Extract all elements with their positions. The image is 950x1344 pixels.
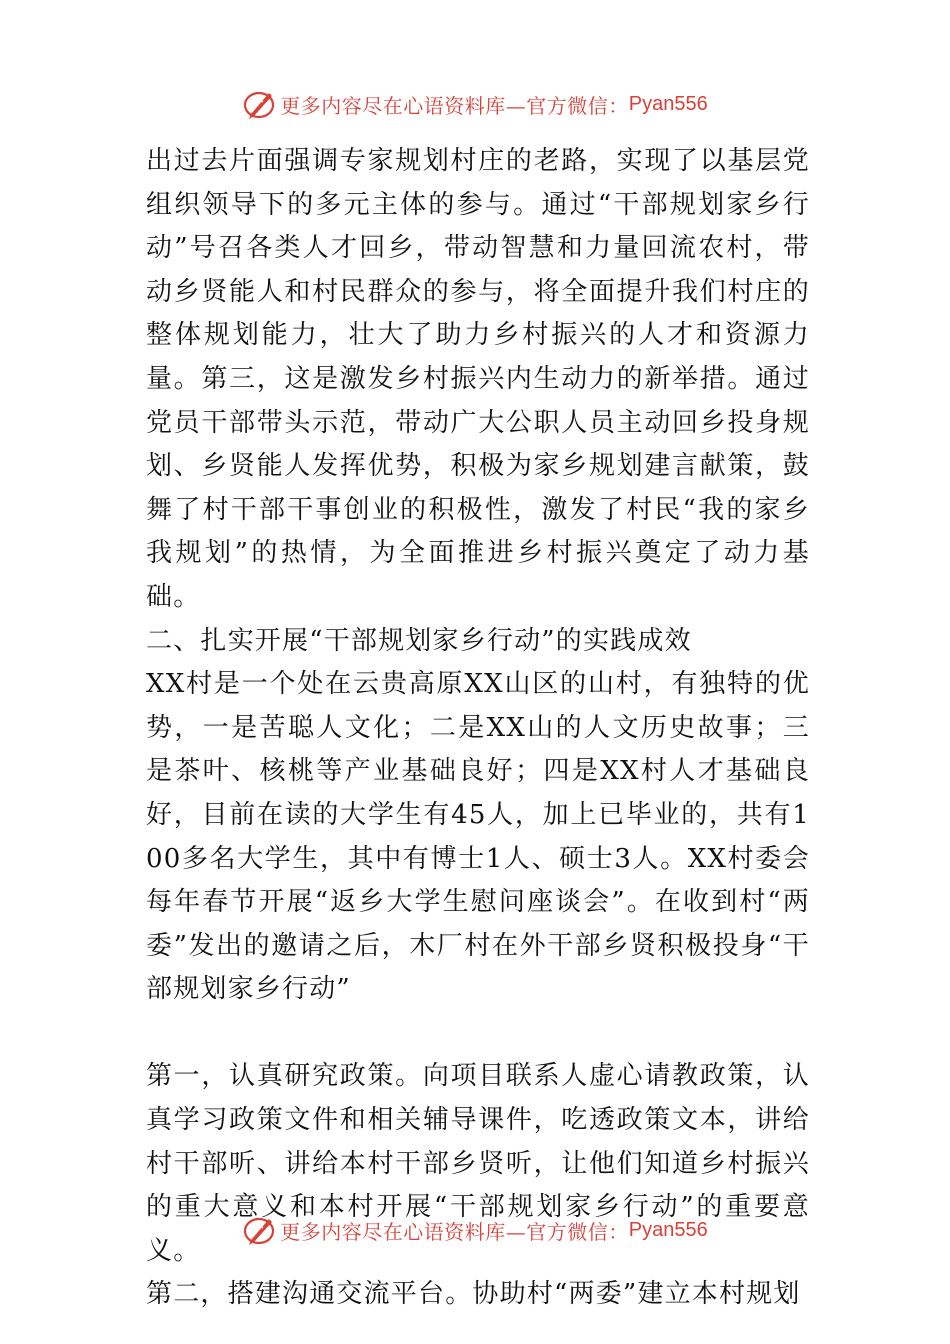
document-body — [146, 140, 810, 1317]
paragraph-village-overview: XX村是一个处在云贵高原XX山区的山村，有独特的优势，一是苦聪人文化；二是XX山的人文历史故事；三是茶叶、核桃等产业基础良好；四是XX村人才基础良好，目前在读的大学生有45人，加上已毕业的，共有100多名大学生，其中有博士1人、硕士3人。XX村委会每年春节开展“返乡大学生慰问座谈会”。在收到村“两委”发出的邀请之后，木厂村在外干部乡贤积极投身“干部规划家乡行动” — [146, 669, 810, 1005]
paragraph-point-two: 第二，搭建沟通交流平台。协助村“两委”建立本村规划 — [146, 1279, 801, 1310]
watermark-text: 更多内容尽在心语资料库—官方微信： — [280, 1219, 629, 1244]
paragraph-point-one: 第一，认真研究政策。向项目联系人虚心请教政策，认真学习政策文件和相关辅导课件，吃透政策文本，讲给村干部听、讲给本村干部乡贤听，让他们知道乡村振兴的重大意义和本村开展“干部规划家乡行动”的重要意义。 — [146, 1061, 810, 1266]
footer-watermark — [0, 1210, 950, 1250]
paragraph-intro-continued: 出过去片面强调专家规划村庄的老路，实现了以基层党组织领导下的多元主体的参与。通过“干部规划家乡行动”号召各类人才回乡，带动智慧和力量回流农村，带动乡贤能人和村民群众的参与，将全面提升我们村庄的整体规划能力，壮大了助力乡村振兴的人才和资源力量。第三，这是激发乡村振兴内生动力的新举措。通过党员干部带头示范，带动广大公职人员主动回乡投身规划、乡贤能人发挥优势，积极为家乡规划建言献策，鼓舞了村干部干事创业的积极性，激发了村民“我的家乡我规划”的热情，为全面推进乡村振兴奠定了动力基础。 — [146, 146, 810, 612]
watermark-wechat-id: Pyan556 — [628, 92, 708, 115]
watermark-text: 更多内容尽在心语资料库—官方微信： — [280, 93, 629, 118]
pen-logo-icon — [242, 86, 278, 122]
header-watermark — [0, 84, 950, 124]
section-heading: 二、扎实开展“干部规划家乡行动”的实践成效 — [146, 625, 692, 656]
paragraph-gap — [146, 1012, 810, 1056]
watermark-wechat-id: Pyan556 — [628, 1218, 708, 1241]
pen-logo-icon — [242, 1212, 278, 1248]
